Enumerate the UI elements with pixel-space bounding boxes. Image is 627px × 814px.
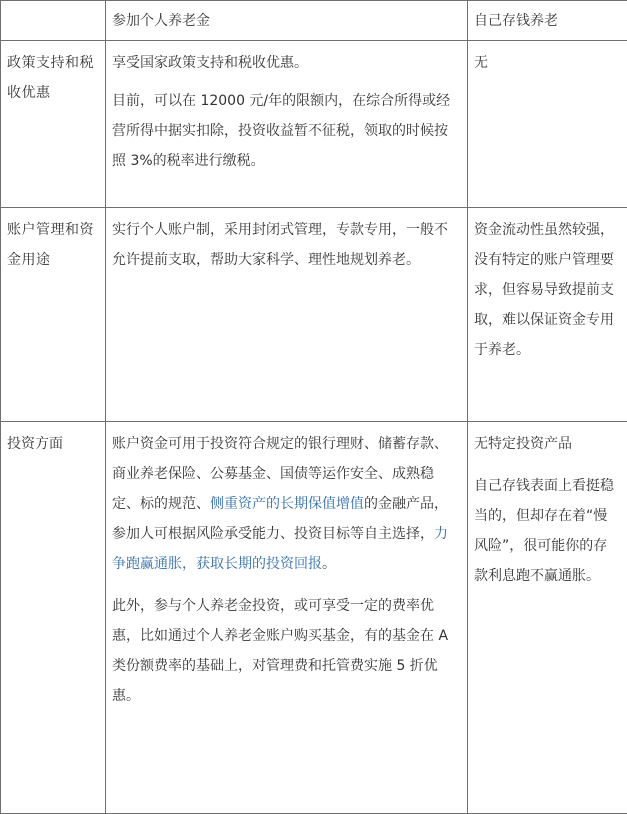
header-cell-saving: 自己存钱养老 <box>468 1 627 41</box>
text-segment: 账户资金可用于投资符合规定的银行理财、储蓄存款、商业养老保险、公募基金、国债等运作安全、成熟稳定、标的规范、 <box>112 436 448 512</box>
text-segment: 的金融产品，参加人可根据风险承受能力、投资目标等自主选择， <box>112 496 448 542</box>
paragraph: 无 <box>474 48 621 78</box>
highlight-text: 力争跑赢通胀，获取长期的投资回报 <box>112 526 448 572</box>
header-cell-pension: 参加个人养老金 <box>106 1 468 41</box>
table-row <box>1 422 627 814</box>
cell-pension-policy <box>106 41 468 208</box>
paragraph: 享受国家政策支持和税收优惠。 <box>112 48 461 78</box>
paragraph: 目前，可以在 12000 元/年的限额内，在综合所得或经营所得中据实扣除，投资收益暂不征税，领取的时候按照 3%的税率进行缴税。 <box>112 86 461 176</box>
cell-saving-account <box>468 208 627 422</box>
paragraph: 自己存钱表面上看挺稳当的，但却存在着“慢风险”，很可能你的存款利息跑不赢通胀。 <box>474 471 621 591</box>
row-label-investment: 投资方面 <box>1 422 106 814</box>
highlight-text: 侧重资产的长期保值增值 <box>210 496 364 512</box>
table-row <box>1 208 627 422</box>
table-row <box>1 41 627 208</box>
paragraph <box>112 429 461 579</box>
header-cell-empty <box>1 1 106 41</box>
text-segment: 。 <box>322 556 336 572</box>
paragraph: 资金流动性虽然较强，没有特定的账户管理要求，但容易导致提前支取，难以保证资金专用于养老。 <box>474 215 621 365</box>
paragraph: 此外，参与个人养老金投资，或可享受一定的费率优惠，比如通过个人养老金账户购买基金，有的基金在 A 类份额费率的基础上，对管理费和托管费实施 5 折优惠。 <box>112 591 461 711</box>
row-label-account: 账户管理和资金用途 <box>1 208 106 422</box>
cell-saving-investment <box>468 422 627 814</box>
cell-pension-investment <box>106 422 468 814</box>
row-label-policy: 政策支持和税收优惠 <box>1 41 106 208</box>
cell-saving-policy <box>468 41 627 208</box>
paragraph: 无特定投资产品 <box>474 429 621 459</box>
table-header-row <box>1 1 627 41</box>
paragraph: 实行个人账户制，采用封闭式管理，专款专用，一般不允许提前支取，帮助大家科学、理性地规划养老。 <box>112 215 461 275</box>
cell-pension-account <box>106 208 468 422</box>
